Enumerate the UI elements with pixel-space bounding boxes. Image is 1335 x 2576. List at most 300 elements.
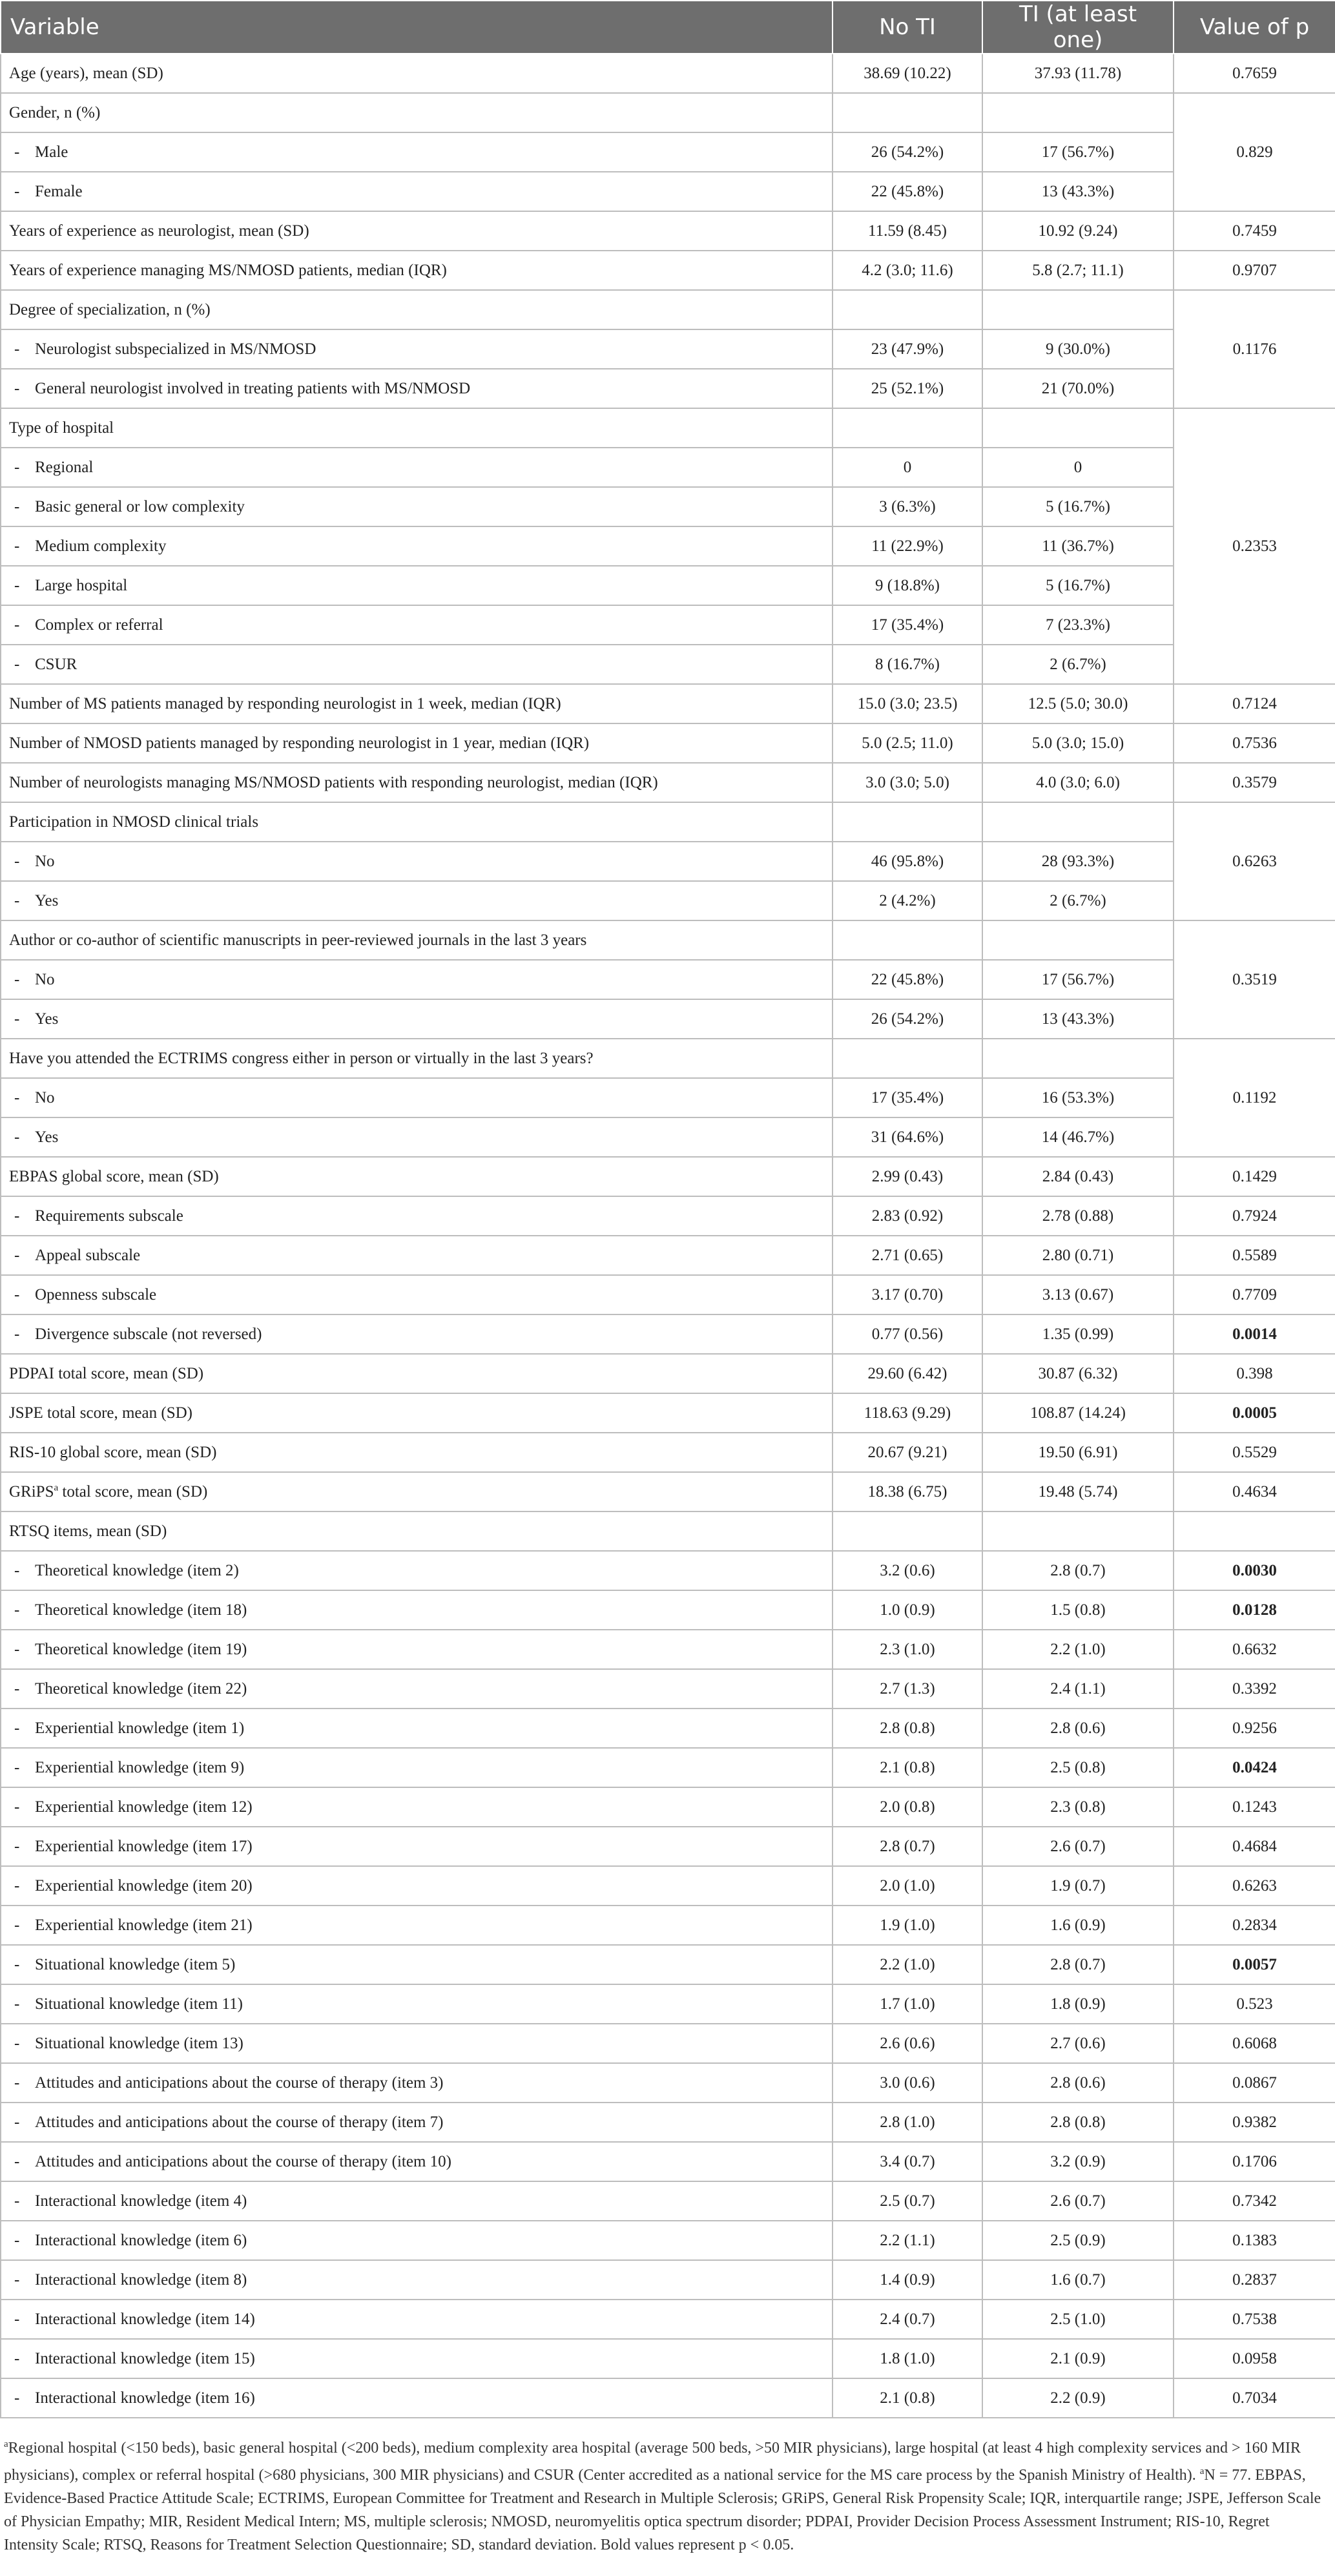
table-row bbox=[1, 2339, 1335, 2378]
p-value-cell: 0.3579 bbox=[1174, 763, 1335, 802]
no-ti-cell bbox=[833, 1511, 982, 1551]
p-value-cell: 0.9707 bbox=[1174, 251, 1335, 290]
table-row bbox=[1, 369, 1335, 408]
no-ti-cell: 3.0 (0.6) bbox=[833, 2063, 982, 2103]
table-row bbox=[1, 1511, 1335, 1551]
table-row bbox=[1, 1984, 1335, 2024]
ti-cell: 13 (43.3%) bbox=[982, 172, 1174, 211]
variable-cell bbox=[1, 1039, 833, 1078]
p-value-cell: 0.5589 bbox=[1174, 1236, 1335, 1275]
variable-label: Experiential knowledge (item 9) bbox=[35, 1758, 245, 1776]
p-value-cell: 0.2837 bbox=[1174, 2260, 1335, 2300]
variable-label: No bbox=[35, 852, 55, 870]
no-ti-cell: 4.2 (3.0; 11.6) bbox=[833, 251, 982, 290]
table-row bbox=[1, 290, 1335, 329]
ti-cell bbox=[982, 1511, 1174, 1551]
table-row bbox=[1, 920, 1335, 960]
table-row bbox=[1, 2024, 1335, 2063]
ti-cell: 5 (16.7%) bbox=[982, 487, 1174, 526]
no-ti-cell: 2.4 (0.7) bbox=[833, 2300, 982, 2339]
variable-cell bbox=[1, 960, 833, 999]
variable-cell bbox=[1, 369, 833, 408]
table-row bbox=[1, 408, 1335, 448]
ti-cell: 21 (70.0%) bbox=[982, 369, 1174, 408]
variable-label: Theoretical knowledge (item 22) bbox=[35, 1679, 247, 1698]
no-ti-cell: 26 (54.2%) bbox=[833, 132, 982, 172]
ti-cell: 10.92 (9.24) bbox=[982, 211, 1174, 251]
p-value-cell: 0.2353 bbox=[1174, 408, 1335, 684]
footnote-abbreviations: N = 77. EBPAS, Evidence-Based Practice Attitude Scale; ECTRIMS, European Committee for Treatment and Research in Multiple Sclerosis; GRiPS, General Risk Propensity Scale; IQR, interquartile range; JSPE, Jefferson Scale of Physician Empathy; MIR, Resident Medical Intern; MS, multiple sclerosis; NMOSD, neuromyelitis optica spectrum disorder; PDPAI, Provider Decision Process Assessment Instrument; RIS-10, Regret Intensity Scale; RTSQ, Reasons for Treatment Selection Questionnaire; SD, standard deviation. Bold values represent p < 0.05. bbox=[4, 2467, 1321, 2553]
no-ti-cell: 23 (47.9%) bbox=[833, 329, 982, 369]
ti-cell: 2.7 (0.6) bbox=[982, 2024, 1174, 2063]
p-value-cell: 0.6632 bbox=[1174, 1630, 1335, 1669]
no-ti-cell: 0.77 (0.56) bbox=[833, 1314, 982, 1354]
variable-cell bbox=[1, 881, 833, 920]
table-row bbox=[1, 54, 1335, 93]
variable-cell bbox=[1, 1236, 833, 1275]
p-value-cell: 0.9382 bbox=[1174, 2103, 1335, 2142]
variable-label: Situational knowledge (item 13) bbox=[35, 2034, 243, 2052]
variable-label: Experiential knowledge (item 21) bbox=[35, 1916, 253, 1934]
ti-cell: 1.5 (0.8) bbox=[982, 1590, 1174, 1630]
variable-label: Attitudes and anticipations about the course of therapy (item 3) bbox=[35, 2073, 444, 2092]
variable-cell bbox=[1, 1393, 833, 1433]
no-ti-cell: 11.59 (8.45) bbox=[833, 211, 982, 251]
no-ti-cell: 3 (6.3%) bbox=[833, 487, 982, 526]
variable-cell bbox=[1, 54, 833, 93]
variable-label: Interactional knowledge (item 8) bbox=[35, 2270, 247, 2289]
p-value-cell: 0.7536 bbox=[1174, 723, 1335, 763]
variable-label: RIS-10 global score, mean (SD) bbox=[9, 1443, 217, 1461]
no-ti-cell: 2.5 (0.7) bbox=[833, 2181, 982, 2221]
no-ti-cell: 46 (95.8%) bbox=[833, 842, 982, 881]
ti-cell bbox=[982, 920, 1174, 960]
variable-cell bbox=[1, 1984, 833, 2024]
no-ti-cell: 2.8 (0.8) bbox=[833, 1709, 982, 1748]
variable-cell bbox=[1, 1906, 833, 1945]
table-row bbox=[1, 1433, 1335, 1472]
variable-cell bbox=[1, 1117, 833, 1157]
variable-cell bbox=[1, 1472, 833, 1511]
variable-cell bbox=[1, 487, 833, 526]
no-ti-cell: 2.1 (0.8) bbox=[833, 2378, 982, 2418]
variable-cell bbox=[1, 1669, 833, 1709]
table-row bbox=[1, 645, 1335, 684]
p-value-cell bbox=[1174, 1511, 1335, 1551]
variable-label: JSPE total score, mean (SD) bbox=[9, 1404, 192, 1422]
p-value-cell: 0.7659 bbox=[1174, 54, 1335, 93]
p-value-cell: 0.7924 bbox=[1174, 1196, 1335, 1236]
ti-cell: 2.8 (0.6) bbox=[982, 1709, 1174, 1748]
variable-cell bbox=[1, 1551, 833, 1590]
ti-cell: 11 (36.7%) bbox=[982, 526, 1174, 566]
ti-cell: 3.2 (0.9) bbox=[982, 2142, 1174, 2181]
no-ti-cell: 1.8 (1.0) bbox=[833, 2339, 982, 2378]
ti-cell: 2.5 (1.0) bbox=[982, 2300, 1174, 2339]
variable-cell bbox=[1, 763, 833, 802]
p-value-cell: 0.6263 bbox=[1174, 1866, 1335, 1906]
p-value-cell: 0.1706 bbox=[1174, 2142, 1335, 2181]
table-row bbox=[1, 1906, 1335, 1945]
no-ti-cell bbox=[833, 802, 982, 842]
ti-cell: 2.2 (1.0) bbox=[982, 1630, 1174, 1669]
no-ti-cell: 2.6 (0.6) bbox=[833, 2024, 982, 2063]
no-ti-cell: 22 (45.8%) bbox=[833, 172, 982, 211]
variable-label: Number of MS patients managed by responding neurologist in 1 week, median (IQR) bbox=[9, 694, 561, 712]
ti-cell bbox=[982, 408, 1174, 448]
table-row bbox=[1, 2260, 1335, 2300]
variable-cell bbox=[1, 329, 833, 369]
table-row bbox=[1, 1787, 1335, 1827]
table-row bbox=[1, 1236, 1335, 1275]
variable-cell bbox=[1, 605, 833, 645]
no-ti-cell: 9 (18.8%) bbox=[833, 566, 982, 605]
table-row bbox=[1, 1078, 1335, 1117]
variable-label: Situational knowledge (item 11) bbox=[35, 1995, 243, 2013]
variable-label: PDPAI total score, mean (SD) bbox=[9, 1364, 204, 1382]
no-ti-cell bbox=[833, 408, 982, 448]
variable-label: Experiential knowledge (item 1) bbox=[35, 1719, 245, 1737]
header-row bbox=[1, 1, 1335, 54]
variable-label: Participation in NMOSD clinical trials bbox=[9, 813, 259, 831]
p-value-cell: 0.6068 bbox=[1174, 2024, 1335, 2063]
header-variable: Variable bbox=[1, 1, 833, 54]
variable-cell bbox=[1, 920, 833, 960]
no-ti-cell: 1.7 (1.0) bbox=[833, 1984, 982, 2024]
variable-cell bbox=[1, 93, 833, 132]
ti-cell: 37.93 (11.78) bbox=[982, 54, 1174, 93]
no-ti-cell: 5.0 (2.5; 11.0) bbox=[833, 723, 982, 763]
variable-label: Yes bbox=[35, 891, 59, 909]
p-value-cell: 0.3392 bbox=[1174, 1669, 1335, 1709]
no-ti-cell: 25 (52.1%) bbox=[833, 369, 982, 408]
ti-cell: 2 (6.7%) bbox=[982, 645, 1174, 684]
no-ti-cell bbox=[833, 290, 982, 329]
no-ti-cell: 3.0 (3.0; 5.0) bbox=[833, 763, 982, 802]
ti-cell: 16 (53.3%) bbox=[982, 1078, 1174, 1117]
ti-cell bbox=[982, 1039, 1174, 1078]
variable-label: No bbox=[35, 970, 55, 988]
no-ti-cell bbox=[833, 1039, 982, 1078]
no-ti-cell: 17 (35.4%) bbox=[833, 605, 982, 645]
variable-cell bbox=[1, 211, 833, 251]
variable-cell bbox=[1, 1078, 833, 1117]
variable-label: Experiential knowledge (item 17) bbox=[35, 1837, 253, 1855]
no-ti-cell: 2.3 (1.0) bbox=[833, 1630, 982, 1669]
p-value-cell: 0.6263 bbox=[1174, 802, 1335, 920]
variable-label: Theoretical knowledge (item 19) bbox=[35, 1640, 247, 1658]
ti-cell: 19.50 (6.91) bbox=[982, 1433, 1174, 1472]
variable-cell bbox=[1, 1590, 833, 1630]
table-row bbox=[1, 566, 1335, 605]
p-value-cell: 0.523 bbox=[1174, 1984, 1335, 2024]
header-no-ti: No TI bbox=[833, 1, 982, 54]
ti-cell: 2 (6.7%) bbox=[982, 881, 1174, 920]
variable-cell bbox=[1, 1709, 833, 1748]
no-ti-cell: 0 bbox=[833, 448, 982, 487]
ti-cell: 7 (23.3%) bbox=[982, 605, 1174, 645]
variable-label: Years of experience as neurologist, mean (SD) bbox=[9, 222, 309, 240]
ti-cell: 108.87 (14.24) bbox=[982, 1393, 1174, 1433]
ti-cell: 2.5 (0.8) bbox=[982, 1748, 1174, 1787]
variable-label: Interactional knowledge (item 4) bbox=[35, 2192, 247, 2210]
variable-label: Degree of specialization, n (%) bbox=[9, 300, 211, 318]
table-row bbox=[1, 1709, 1335, 1748]
variable-label: Interactional knowledge (item 6) bbox=[35, 2231, 247, 2249]
table-row bbox=[1, 1275, 1335, 1314]
variable-cell bbox=[1, 1314, 833, 1354]
ti-cell: 13 (43.3%) bbox=[982, 999, 1174, 1039]
table-row bbox=[1, 329, 1335, 369]
footnote-n-marker: a bbox=[1199, 2466, 1205, 2477]
table-row bbox=[1, 802, 1335, 842]
variable-label bbox=[9, 1483, 207, 1501]
no-ti-cell: 15.0 (3.0; 23.5) bbox=[833, 684, 982, 723]
variable-cell bbox=[1, 132, 833, 172]
no-ti-cell: 118.63 (9.29) bbox=[833, 1393, 982, 1433]
ti-cell: 2.6 (0.7) bbox=[982, 1827, 1174, 1866]
no-ti-cell: 2.2 (1.0) bbox=[833, 1945, 982, 1984]
no-ti-cell: 2.8 (0.7) bbox=[833, 1827, 982, 1866]
ti-cell: 2.78 (0.88) bbox=[982, 1196, 1174, 1236]
variable-label: Medium complexity bbox=[35, 537, 167, 555]
variable-label: Experiential knowledge (item 20) bbox=[35, 1876, 253, 1895]
variable-label: Years of experience managing MS/NMOSD patients, median (IQR) bbox=[9, 261, 447, 279]
no-ti-cell: 3.4 (0.7) bbox=[833, 2142, 982, 2181]
variable-cell bbox=[1, 1787, 833, 1827]
variable-label: Regional bbox=[35, 458, 94, 476]
p-value-cell: 0.0958 bbox=[1174, 2339, 1335, 2378]
variable-cell bbox=[1, 999, 833, 1039]
variable-cell bbox=[1, 290, 833, 329]
p-value-cell: 0.0128 bbox=[1174, 1590, 1335, 1630]
no-ti-cell: 29.60 (6.42) bbox=[833, 1354, 982, 1393]
variable-cell bbox=[1, 408, 833, 448]
variable-cell bbox=[1, 1630, 833, 1669]
ti-cell: 2.2 (0.9) bbox=[982, 2378, 1174, 2418]
variable-cell bbox=[1, 802, 833, 842]
variable-cell bbox=[1, 2063, 833, 2103]
variable-label: Author or co-author of scientific manuscripts in peer-reviewed journals in the last 3 years bbox=[9, 931, 587, 949]
no-ti-cell: 8 (16.7%) bbox=[833, 645, 982, 684]
table-row bbox=[1, 1039, 1335, 1078]
variable-label: Openness subscale bbox=[35, 1285, 157, 1304]
p-value-cell: 0.2834 bbox=[1174, 1906, 1335, 1945]
variable-label: Requirements subscale bbox=[35, 1207, 183, 1225]
variable-label: EBPAS global score, mean (SD) bbox=[9, 1167, 219, 1185]
ti-cell: 14 (46.7%) bbox=[982, 1117, 1174, 1157]
no-ti-cell: 2 (4.2%) bbox=[833, 881, 982, 920]
ti-cell: 17 (56.7%) bbox=[982, 960, 1174, 999]
ti-cell: 3.13 (0.67) bbox=[982, 1275, 1174, 1314]
p-value-cell: 0.0014 bbox=[1174, 1314, 1335, 1354]
p-value-cell: 0.1243 bbox=[1174, 1787, 1335, 1827]
variable-label: Number of neurologists managing MS/NMOSD patients with responding neurologist, median (IQR) bbox=[9, 773, 658, 791]
table-row bbox=[1, 487, 1335, 526]
ti-cell: 1.6 (0.7) bbox=[982, 2260, 1174, 2300]
ti-cell: 2.8 (0.7) bbox=[982, 1551, 1174, 1590]
table-row bbox=[1, 448, 1335, 487]
table-row bbox=[1, 1354, 1335, 1393]
variable-label: Male bbox=[35, 143, 68, 161]
variable-label: Yes bbox=[35, 1010, 59, 1028]
table-row bbox=[1, 211, 1335, 251]
ti-cell: 1.9 (0.7) bbox=[982, 1866, 1174, 1906]
variable-label: Complex or referral bbox=[35, 616, 163, 634]
variable-label: Female bbox=[35, 182, 83, 200]
variable-cell bbox=[1, 1157, 833, 1196]
ti-cell: 2.80 (0.71) bbox=[982, 1236, 1174, 1275]
p-value-cell: 0.0867 bbox=[1174, 2063, 1335, 2103]
variable-label: Yes bbox=[35, 1128, 59, 1146]
p-value-cell: 0.7538 bbox=[1174, 2300, 1335, 2339]
variable-label: Type of hospital bbox=[9, 419, 114, 437]
no-ti-cell: 2.83 (0.92) bbox=[833, 1196, 982, 1236]
variable-label: CSUR bbox=[35, 655, 78, 673]
no-ti-cell: 22 (45.8%) bbox=[833, 960, 982, 999]
ti-cell bbox=[982, 802, 1174, 842]
no-ti-cell: 20.67 (9.21) bbox=[833, 1433, 982, 1472]
variable-label: No bbox=[35, 1088, 55, 1106]
table-row bbox=[1, 1945, 1335, 1984]
table-row bbox=[1, 1314, 1335, 1354]
ti-cell: 2.8 (0.6) bbox=[982, 2063, 1174, 2103]
table-row bbox=[1, 960, 1335, 999]
variable-label: Age (years), mean (SD) bbox=[9, 64, 163, 82]
variable-cell bbox=[1, 2181, 833, 2221]
no-ti-cell: 11 (22.9%) bbox=[833, 526, 982, 566]
ti-cell: 2.4 (1.1) bbox=[982, 1669, 1174, 1709]
ti-cell: 30.87 (6.32) bbox=[982, 1354, 1174, 1393]
p-value-cell: 0.3519 bbox=[1174, 920, 1335, 1039]
ti-cell: 2.5 (0.9) bbox=[982, 2221, 1174, 2260]
variable-label: General neurologist involved in treating patients with MS/NMOSD bbox=[35, 379, 471, 397]
variable-cell bbox=[1, 842, 833, 881]
table-row bbox=[1, 93, 1335, 132]
variable-label: Basic general or low complexity bbox=[35, 497, 245, 515]
p-value-cell: 0.398 bbox=[1174, 1354, 1335, 1393]
no-ti-cell: 2.0 (0.8) bbox=[833, 1787, 982, 1827]
no-ti-cell: 2.8 (1.0) bbox=[833, 2103, 982, 2142]
variable-cell bbox=[1, 645, 833, 684]
no-ti-cell: 3.2 (0.6) bbox=[833, 1551, 982, 1590]
variable-label-part: total score, mean (SD) bbox=[58, 1482, 208, 1501]
variable-label: Experiential knowledge (item 12) bbox=[35, 1798, 253, 1816]
variable-label: Interactional knowledge (item 14) bbox=[35, 2310, 255, 2328]
p-value-cell: 0.7709 bbox=[1174, 1275, 1335, 1314]
table-row bbox=[1, 881, 1335, 920]
header-ti: TI (at least one) bbox=[982, 1, 1174, 54]
no-ti-cell bbox=[833, 93, 982, 132]
variable-label: Large hospital bbox=[35, 576, 128, 594]
no-ti-cell: 2.7 (1.3) bbox=[833, 1669, 982, 1709]
ti-cell: 4.0 (3.0; 6.0) bbox=[982, 763, 1174, 802]
table-row bbox=[1, 999, 1335, 1039]
no-ti-cell: 38.69 (10.22) bbox=[833, 54, 982, 93]
table-row bbox=[1, 1393, 1335, 1433]
variable-cell bbox=[1, 1748, 833, 1787]
variable-label: Divergence subscale (not reversed) bbox=[35, 1325, 262, 1343]
ti-cell: 2.8 (0.7) bbox=[982, 1945, 1174, 1984]
table-row bbox=[1, 1590, 1335, 1630]
p-value-cell: 0.5529 bbox=[1174, 1433, 1335, 1472]
variable-cell bbox=[1, 1275, 833, 1314]
footnote-marker: a bbox=[54, 1482, 59, 1493]
no-ti-cell: 26 (54.2%) bbox=[833, 999, 982, 1039]
ti-cell: 5.8 (2.7; 11.1) bbox=[982, 251, 1174, 290]
variable-label: Have you attended the ECTRIMS congress either in person or virtually in the last 3 years? bbox=[9, 1049, 594, 1067]
variable-cell bbox=[1, 1511, 833, 1551]
variable-label-part: GRiPS bbox=[9, 1482, 54, 1501]
p-value-cell: 0.4684 bbox=[1174, 1827, 1335, 1866]
p-value-cell: 0.1176 bbox=[1174, 290, 1335, 408]
variable-label: Interactional knowledge (item 15) bbox=[35, 2349, 255, 2367]
table-row bbox=[1, 1551, 1335, 1590]
table-row bbox=[1, 2378, 1335, 2418]
ti-cell: 17 (56.7%) bbox=[982, 132, 1174, 172]
table-footnote bbox=[0, 2418, 1327, 2557]
variable-cell bbox=[1, 2339, 833, 2378]
variable-label: Situational knowledge (item 5) bbox=[35, 1955, 236, 1973]
p-value-cell: 0.1383 bbox=[1174, 2221, 1335, 2260]
table-body bbox=[1, 54, 1335, 2418]
p-value-cell: 0.7342 bbox=[1174, 2181, 1335, 2221]
ti-cell: 5 (16.7%) bbox=[982, 566, 1174, 605]
variable-label: Neurologist subspecialized in MS/NMOSD bbox=[35, 340, 316, 358]
table-row bbox=[1, 763, 1335, 802]
table-row bbox=[1, 132, 1335, 172]
p-value-cell: 0.1192 bbox=[1174, 1039, 1335, 1157]
table-row bbox=[1, 1630, 1335, 1669]
no-ti-cell: 1.9 (1.0) bbox=[833, 1906, 982, 1945]
table-row bbox=[1, 1117, 1335, 1157]
ti-cell bbox=[982, 290, 1174, 329]
variable-cell bbox=[1, 448, 833, 487]
ti-cell: 0 bbox=[982, 448, 1174, 487]
variable-label: Attitudes and anticipations about the course of therapy (item 10) bbox=[35, 2152, 451, 2170]
ti-cell: 5.0 (3.0; 15.0) bbox=[982, 723, 1174, 763]
p-value-cell: 0.0030 bbox=[1174, 1551, 1335, 1590]
table-row bbox=[1, 605, 1335, 645]
table-row bbox=[1, 2181, 1335, 2221]
table-row bbox=[1, 1669, 1335, 1709]
table-row bbox=[1, 842, 1335, 881]
table-row bbox=[1, 1472, 1335, 1511]
no-ti-cell: 2.99 (0.43) bbox=[833, 1157, 982, 1196]
variable-cell bbox=[1, 2142, 833, 2181]
variable-cell bbox=[1, 684, 833, 723]
header-p-value: Value of p bbox=[1174, 1, 1335, 54]
ti-cell: 1.8 (0.9) bbox=[982, 1984, 1174, 2024]
no-ti-cell: 2.1 (0.8) bbox=[833, 1748, 982, 1787]
ti-cell: 12.5 (5.0; 30.0) bbox=[982, 684, 1174, 723]
variable-cell bbox=[1, 1866, 833, 1906]
table-row bbox=[1, 684, 1335, 723]
variable-cell bbox=[1, 2024, 833, 2063]
table-row bbox=[1, 526, 1335, 566]
table-row bbox=[1, 1827, 1335, 1866]
variable-label: RTSQ items, mean (SD) bbox=[9, 1522, 167, 1540]
p-value-cell: 0.1429 bbox=[1174, 1157, 1335, 1196]
variable-cell bbox=[1, 2378, 833, 2418]
table-row bbox=[1, 2221, 1335, 2260]
p-value-cell: 0.7034 bbox=[1174, 2378, 1335, 2418]
p-value-cell: 0.4634 bbox=[1174, 1472, 1335, 1511]
variable-label: Number of NMOSD patients managed by responding neurologist in 1 year, median (IQR) bbox=[9, 734, 590, 752]
p-value-cell: 0.0424 bbox=[1174, 1748, 1335, 1787]
table-row bbox=[1, 172, 1335, 211]
footnote-hospital: Regional hospital (<150 beds), basic general hospital (<200 beds), medium complexity area hospital (average 500 beds, >50 MIR physicians), large hospital (at least 4 high complexity services and > 160 MIR physicians), complex or referral hospital (>680 physicians, 300 MIR physicians) and CSUR (Center accredited as a national service for the MS care process by the Spanish Ministry of Health). bbox=[4, 2440, 1301, 2484]
